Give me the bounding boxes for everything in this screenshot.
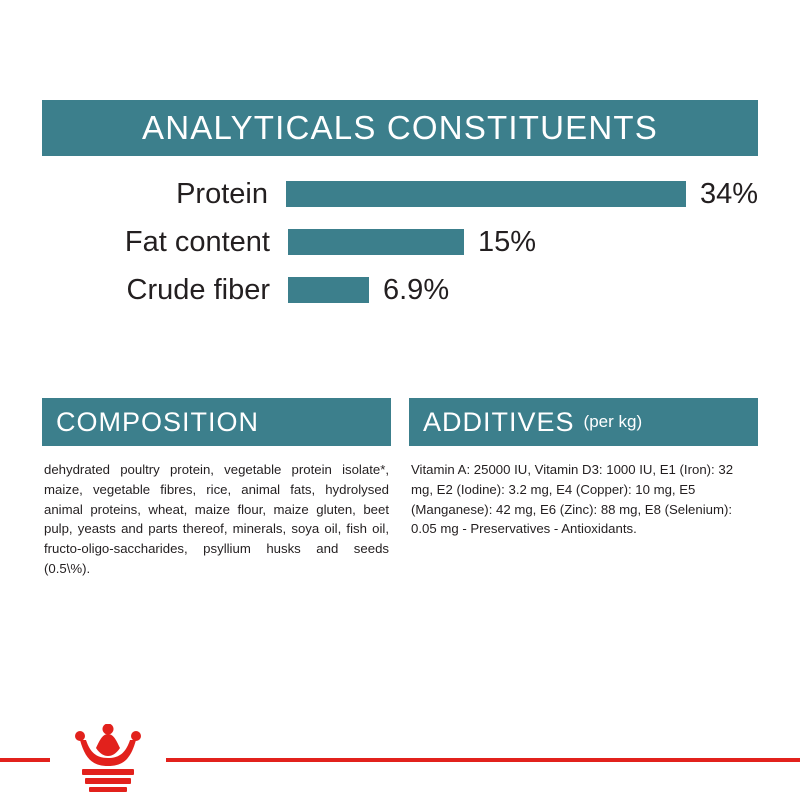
chart-bar-row [42,174,758,214]
chart-bar-row [42,222,758,262]
bar-value: 6.9% [383,273,450,306]
nutrient-bar-chart [42,174,758,310]
brand-logo [72,724,144,794]
bar-fill [286,181,686,207]
page-title: ANALYTICALS CONSTITUENTS [142,109,658,146]
bar-track [288,270,758,310]
bar-fill [288,229,464,255]
additives-header [409,398,758,446]
composition-title: COMPOSITION [56,406,260,437]
chart-bar-row [42,270,758,310]
additives-text: Vitamin A: 25000 IU, Vitamin D3: 1000 IU, E1 (Iron): 32 mg, E2 (Iodine): 3.2 mg, E4 (Copper): 10 mg, E5 (Manganese): 42 mg, E6 (Zinc): 88 mg, E8 (Selenium): 0.05 mg - Preservatives - Antioxidants. [411,462,734,537]
composition-text: dehydrated poultry protein, vegetable protein isolate*, maize, vegetable fibres, rice, animal fats, hydrolysed animal proteins, wheat, maize flour, maize gluten, beet pulp, yeasts and parts thereof, minerals, soya oil, fish oil, fructo-oligo-saccharides, psyllium husks and seeds (0.5\%). [44,462,389,576]
analytical-constituents-banner [42,100,758,156]
royal-canin-crown-icon [72,724,144,794]
composition-panel [42,398,391,579]
bar-label: Fat content [124,225,270,258]
additives-subtitle: (per kg) [583,412,643,431]
bar-track [288,222,758,262]
bar-value: 34% [699,177,758,210]
detail-panels [42,398,758,579]
composition-header [42,398,391,446]
bar-value: 15% [478,225,537,258]
additives-panel [409,398,758,579]
bar-track [286,174,758,214]
additives-title: ADDITIVES [423,406,575,437]
bar-label: Crude fiber [126,273,270,306]
bar-fill [288,277,369,303]
footer [0,716,800,800]
bar-label: Protein [176,177,268,210]
analytical-constituents-section [42,100,758,318]
